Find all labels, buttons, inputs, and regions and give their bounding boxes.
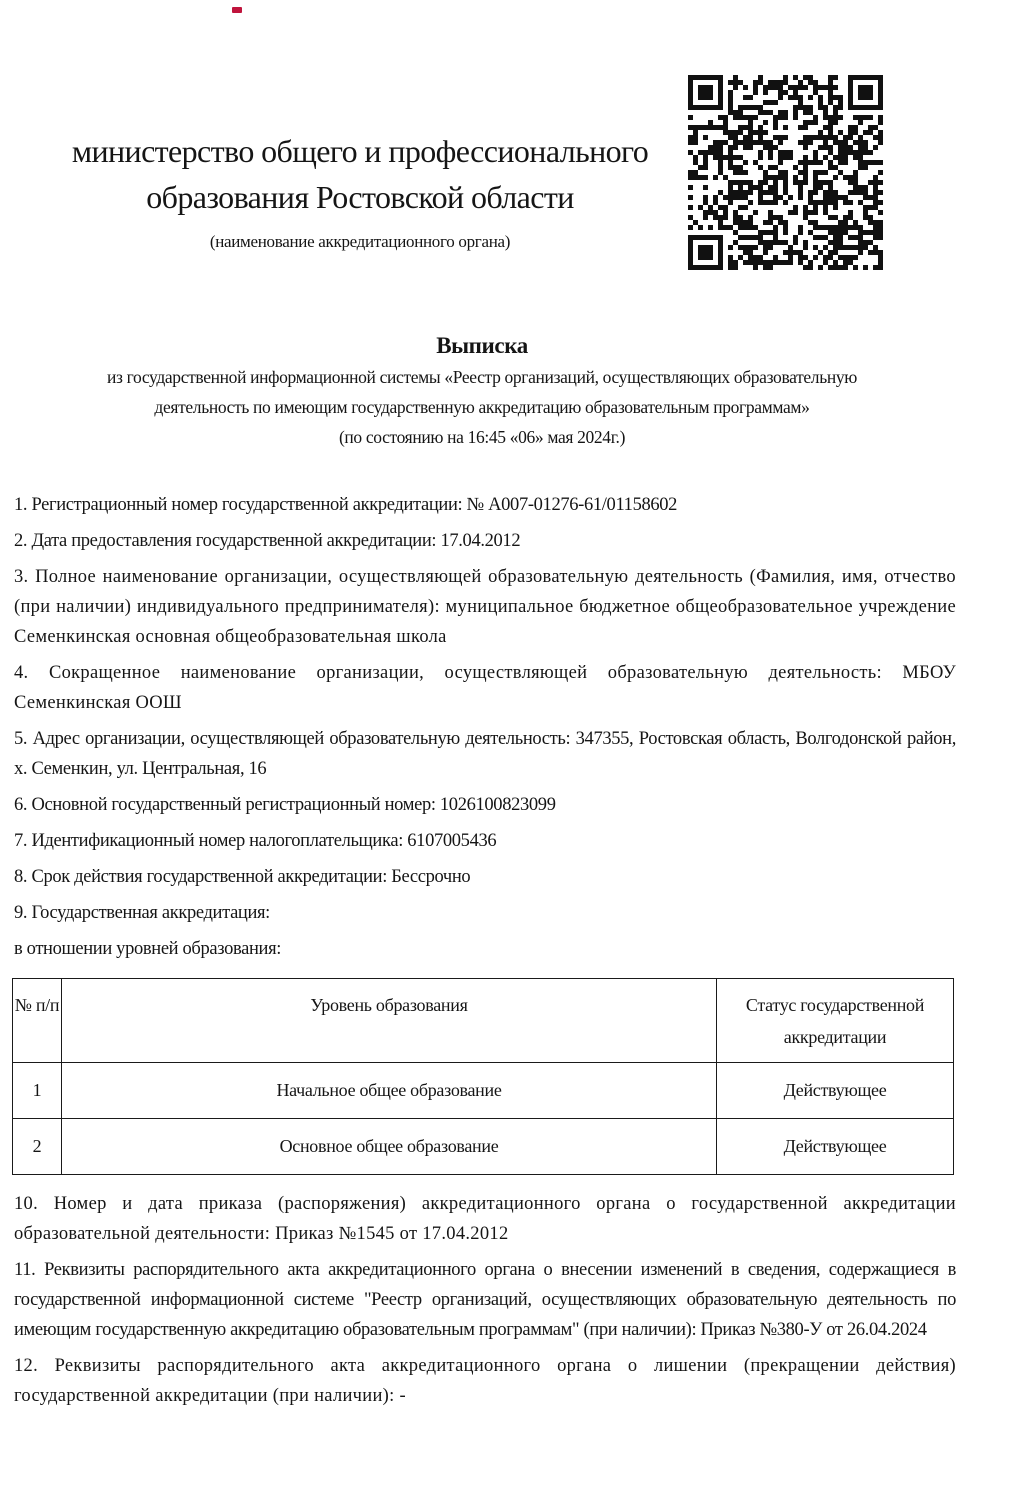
row-level: Начальное общее образование: [62, 1063, 717, 1119]
authority-name-line1: министерство общего и профессионального: [71, 133, 649, 169]
item-ogrn: 6. Основной государственный регистрационный номер: 1026100823099: [14, 795, 556, 815]
row-number: 1: [13, 1063, 62, 1119]
accreditation-authority: [20, 128, 700, 254]
document-as-of-date: (по состоянию на 16:45 «06» мая 2024г.): [338, 427, 626, 447]
table-row: [13, 1063, 954, 1119]
red-ink-mark: [232, 7, 242, 13]
row-status: Действующее: [717, 1119, 954, 1175]
item-accreditation-order: 10. Номер и дата приказа (распоряжения) аккредитационного органа о государственной аккредитации образовательной деятельности: Приказ №1545 от 17.04.2012: [14, 1194, 956, 1244]
header-level: Уровень образования: [62, 979, 717, 1063]
authority-caption: (наименование аккредитационного органа): [209, 232, 511, 251]
item-inn: 7. Идентификационный номер налогоплательщика: 6107005436: [14, 831, 497, 851]
document-subtitle-line1: из государственной информационной системы «Реестр организаций, осуществляющих образовательную: [107, 367, 857, 387]
item-accreditation-date: 2. Дата предоставления государственной аккредитации: 17.04.2012: [14, 531, 521, 551]
item-full-name: 3. Полное наименование организации, осуществляющей образовательную деятельность (Фамилия, имя, отчество (при наличии) индивидуального предпринимателя): муниципальное бюджетное общеобразовательное учреждение Семенкинская основная общеобразовательная школа: [14, 567, 956, 647]
item-state-accreditation: 9. Государственная аккредитация:: [14, 903, 270, 923]
row-level: Основное общее образование: [62, 1119, 717, 1175]
qr-code-icon: [688, 75, 883, 270]
authority-name-line2: образования Ростовской области: [146, 179, 574, 215]
document-subtitle-line2: деятельность по имеющим государственную аккредитацию образовательным программам»: [154, 397, 810, 417]
table-header-row: [13, 979, 954, 1063]
item-revocation-act: 12. Реквизиты распорядительного акта аккредитационного органа о лишении (прекращении действия) государственной аккредитации (при наличии): -: [14, 1356, 956, 1406]
row-number: 2: [13, 1119, 62, 1175]
item-short-name: 4. Сокращенное наименование организации, осуществляющей образовательную деятельность: МБОУ Семенкинская ООШ: [14, 663, 956, 713]
item-address: 5. Адрес организации, осуществляющей образовательную деятельность: 347355, Ростовская область, Волгодонской район, х. Семенкин, ул. Центральная, 16: [14, 729, 956, 779]
document-title: Выписка: [436, 333, 528, 358]
document-body: [14, 490, 956, 1417]
header-number: № п/п: [13, 979, 62, 1063]
header-status: Статус государственной аккредитации: [717, 979, 954, 1063]
education-levels-table: [12, 978, 954, 1175]
row-status: Действующее: [717, 1063, 954, 1119]
table-row: [13, 1119, 954, 1175]
item-validity-period: 8. Срок действия государственной аккредитации: Бессрочно: [14, 867, 471, 887]
item-amendment-act: 11. Реквизиты распорядительного акта аккредитационного органа о внесении изменений в сведения, содержащиеся в государственной информационной системе "Реестр организаций, осуществляющих образовательную деятельность по имеющим государственную аккредитацию образовательным программам" (при наличии): Приказ №380-У от 26.04.2024: [14, 1260, 956, 1340]
levels-intro: в отношении уровней образования:: [14, 939, 282, 959]
item-registration-number: 1. Регистрационный номер государственной аккредитации: № А007-01276-61/01158602: [14, 495, 678, 515]
document-heading: [0, 330, 964, 452]
